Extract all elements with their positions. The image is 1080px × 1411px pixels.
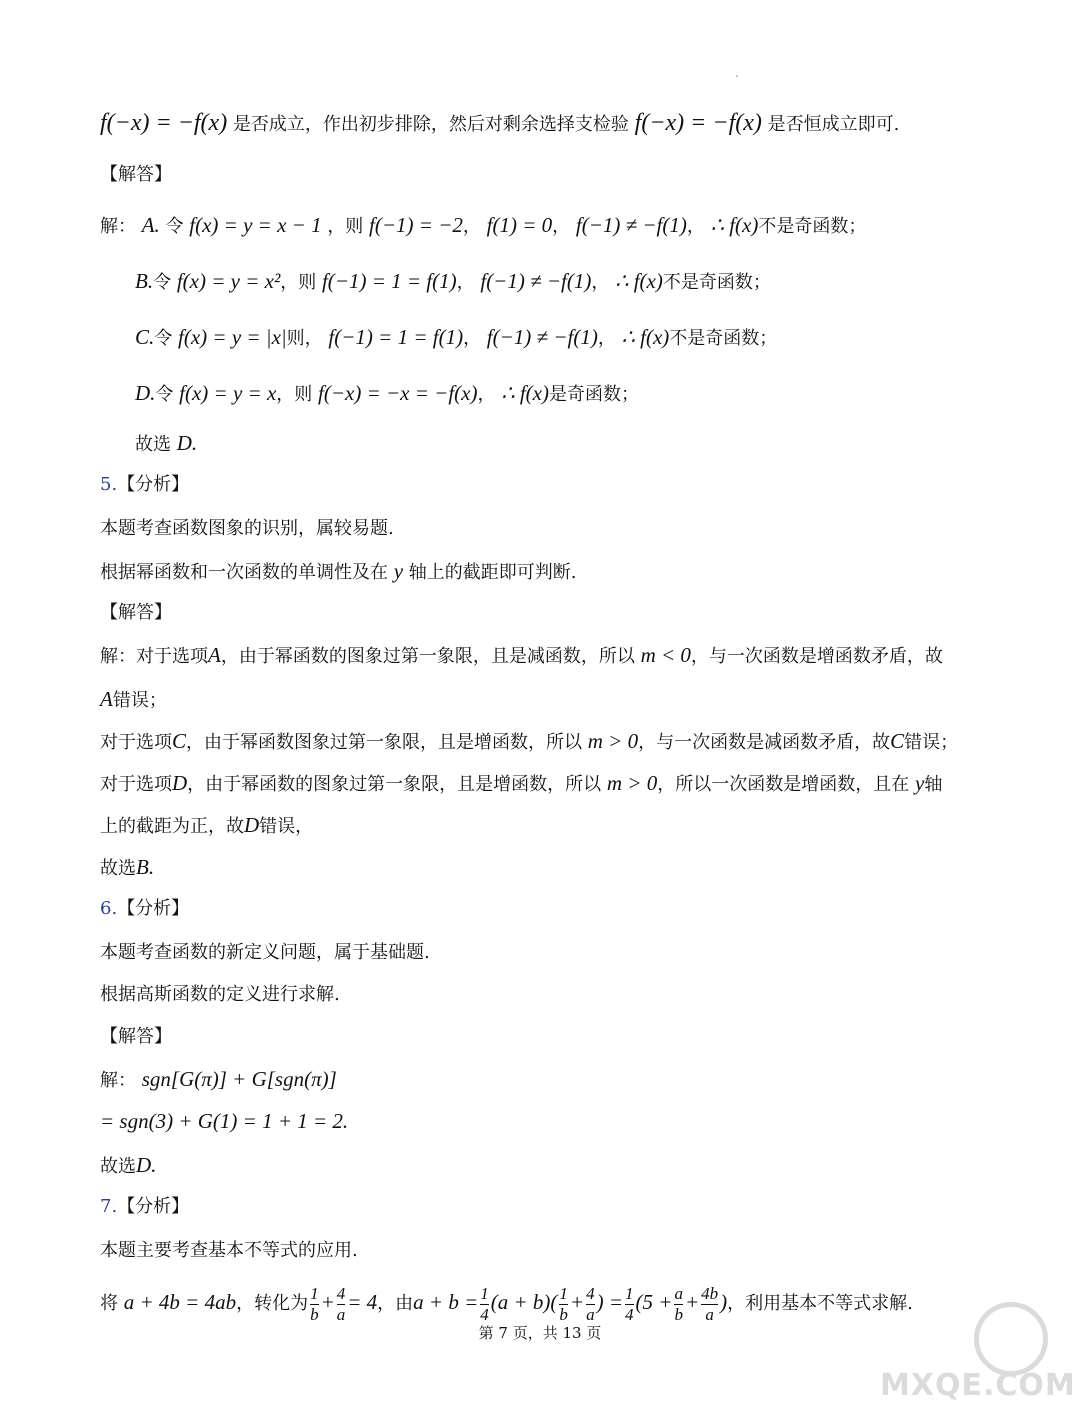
- text: 则，: [286, 328, 323, 349]
- numerator: 1: [310, 1283, 319, 1303]
- page-footer: 第 7 页，共 13 页: [478, 1324, 602, 1342]
- text: ，由: [377, 1293, 414, 1314]
- math-expression: f(−1) = 1 = f(1): [321, 269, 457, 293]
- math-expression: sgn[G(π)] + G[sgn(π)]: [141, 1067, 337, 1091]
- numerator: 1: [559, 1283, 568, 1303]
- q6-l2: [100, 1106, 348, 1138]
- text: 错误，: [259, 816, 314, 837]
- q5-l5: [100, 810, 313, 842]
- fraction: [337, 1284, 346, 1325]
- text: ，转化为: [236, 1293, 309, 1314]
- text: 对于选项: [100, 732, 172, 753]
- q5-heading: [100, 470, 189, 500]
- math-expression: f(−1) = −2: [369, 213, 463, 237]
- q4-option-a: 解： A. 令 f(x) = y = x − 1 ，则 f(−1) = −2， f(1) = 0， f(−1) ≠ −f(1)， ∴ f(x)不是奇函数；: [100, 213, 867, 237]
- math-expression: ∴ f(x): [501, 381, 549, 405]
- fraction: [310, 1284, 319, 1325]
- text: 轴: [924, 774, 943, 795]
- q6-answer-heading: 【解答】: [100, 1026, 172, 1047]
- fraction: [701, 1284, 718, 1325]
- text: 令: [165, 216, 184, 237]
- denominator: a: [336, 1304, 346, 1324]
- option-label: A: [208, 643, 221, 667]
- math-expression: (a + b)(: [490, 1290, 558, 1314]
- math-expression: f(x) = y = |x|: [178, 325, 287, 349]
- numerator: 4: [586, 1283, 595, 1303]
- denominator: b: [674, 1304, 683, 1324]
- text: 令: [155, 384, 174, 405]
- option-label: A: [100, 687, 113, 711]
- fraction: [480, 1284, 489, 1325]
- text: ，由于幂函数的图象过第一象限，且是增函数，所以: [187, 774, 602, 795]
- numerator: 1: [625, 1283, 634, 1303]
- question-number: 6.: [100, 898, 118, 919]
- option-label: D.: [135, 381, 156, 405]
- math-expression: m < 0: [640, 643, 691, 667]
- math-expression: f(−1) = 1 = f(1): [328, 325, 464, 349]
- text: ，则: [327, 216, 364, 237]
- denominator: b: [310, 1304, 319, 1324]
- text: ，由于幂函数图象过第一象限，且是增函数，所以: [186, 732, 583, 753]
- text: 令: [153, 272, 172, 293]
- text: ，则: [276, 384, 313, 405]
- denominator: 4: [480, 1304, 489, 1324]
- option-label: D: [172, 771, 188, 795]
- option-label: C: [890, 729, 905, 753]
- q6-p1: 本题考查函数的新定义问题，属于基础题.: [100, 942, 430, 963]
- section-label: 【分析】: [117, 474, 190, 495]
- q6-heading: [100, 894, 189, 924]
- math-expression: f(−1) ≠ −f(1): [575, 213, 687, 237]
- denominator: a: [586, 1304, 595, 1324]
- fraction: [674, 1284, 683, 1325]
- option-label: D: [244, 813, 260, 837]
- text: 轴上的截距即可判断.: [408, 562, 577, 583]
- math-expression: f(−x) = −f(x): [100, 110, 228, 136]
- option-label: A.: [141, 213, 160, 237]
- q4-option-c: C.令 f(x) = y = |x|则， f(−1) = 1 = f(1)， f(−1) ≠ −f(1)， ∴ f(x)不是奇函数；: [135, 325, 778, 349]
- q4-option-b: B.令 f(x) = y = x²，则 f(−1) = 1 = f(1)， f(−1) ≠ −f(1)， ∴ f(x)不是奇函数；: [135, 269, 771, 293]
- math-expression: ∴ f(x): [710, 213, 759, 237]
- text: 将: [100, 1293, 118, 1314]
- denominator: b: [559, 1304, 568, 1324]
- q5-p1: 本题考查函数图象的识别，属较易题.: [100, 518, 394, 539]
- watermark-emblem-icon: [974, 1302, 1048, 1376]
- math-expression: f(x) = y = x²: [176, 269, 281, 293]
- numerator: 4: [336, 1283, 346, 1303]
- q4-option-d: D.令 f(x) = y = x，则 f(−x) = −x = −f(x)， ∴ f(x)是奇函数；: [135, 381, 639, 405]
- text: ，与一次函数是减函数矛盾，故: [638, 732, 891, 753]
- numerator: 1: [480, 1283, 489, 1303]
- option-label: C: [172, 729, 187, 753]
- option-label: B.: [136, 855, 155, 879]
- text: 上的截距为正，故: [100, 816, 244, 837]
- math-expression: f(x) = y = x: [179, 381, 277, 405]
- text: 故选: [100, 858, 136, 879]
- intro-text: 是否恒成立即可.: [767, 114, 900, 135]
- math-expression: ) =: [596, 1290, 624, 1314]
- label: 解：: [100, 216, 136, 237]
- fraction: [586, 1284, 595, 1325]
- text: ，与一次函数是增函数矛盾，故: [690, 646, 943, 667]
- math-expression: m > 0: [587, 729, 639, 753]
- intro-text: 是否成立，作出初步排除，然后对剩余选择支检验: [232, 114, 629, 135]
- option-label: B.: [135, 269, 154, 293]
- math-expression: ∴ f(x): [615, 269, 663, 293]
- math-expression: a + 4b = 4ab: [123, 1290, 237, 1314]
- text: 对于选项: [100, 774, 172, 795]
- q5-p2: [100, 556, 577, 588]
- q6-l1: [100, 1064, 337, 1096]
- section-label: 【分析】: [117, 1196, 190, 1217]
- q5-l1: [100, 640, 943, 672]
- q4-choose: [135, 428, 197, 460]
- watermark-text: MXQE.COM: [880, 1368, 1076, 1403]
- math-expression: y: [914, 771, 925, 795]
- q5-l4: [100, 768, 942, 800]
- math-expression: ): [720, 1290, 728, 1314]
- q7-heading: [100, 1192, 189, 1222]
- denominator: a: [701, 1304, 718, 1325]
- text: ，由于幂函数的图象过第一象限，且是减函数，所以: [220, 646, 635, 667]
- math-expression: f(−1) ≠ −f(1): [486, 325, 598, 349]
- text: 解：对于选项: [100, 646, 208, 667]
- math-expression: f(−x) = −x = −f(x): [318, 381, 478, 405]
- option-label: C.: [135, 325, 155, 349]
- math-expression: ∴ f(x): [621, 325, 670, 349]
- text: 错误；: [112, 690, 167, 711]
- question-number: 7.: [100, 1196, 118, 1217]
- operator: +: [684, 1290, 700, 1314]
- math-expression: f(−x) = −f(x): [634, 110, 762, 136]
- numerator: a: [674, 1283, 683, 1303]
- q5-answer-heading: 【解答】: [100, 602, 172, 623]
- math-expression: = sgn(3) + G(1) = 1 + 1 = 2.: [100, 1109, 349, 1133]
- q5-l3: [100, 726, 958, 758]
- text: 令: [154, 328, 173, 349]
- math-expression: f(−1) ≠ −f(1): [480, 269, 592, 293]
- math-expression: f(x) = y = x − 1: [189, 213, 322, 237]
- operator: +: [320, 1290, 335, 1314]
- q7-l1: [100, 1280, 913, 1326]
- math-expression: m > 0: [606, 771, 658, 795]
- text: 根据幂函数和一次函数的单调性及在: [100, 562, 388, 583]
- text: 错误；: [904, 732, 959, 753]
- text: 故选: [135, 434, 171, 455]
- q7-p1: 本题主要考查基本不等式的应用.: [100, 1240, 358, 1261]
- text: 解：: [100, 1070, 136, 1091]
- math-expression: f(1) = 0: [486, 213, 553, 237]
- option-label: D.: [136, 1153, 157, 1177]
- watermark-logo: [876, 1300, 1076, 1410]
- text: 不是奇函数；: [669, 328, 778, 349]
- section-label: 【分析】: [117, 898, 190, 919]
- text: 故选: [100, 1156, 136, 1177]
- text: ，则: [280, 272, 317, 293]
- stray-dot: .: [735, 66, 739, 80]
- option-label: D.: [176, 431, 198, 455]
- math-expression: = 4: [347, 1290, 378, 1314]
- operator: +: [569, 1290, 585, 1314]
- numerator: 4b: [701, 1283, 719, 1303]
- text: 不是奇函数；: [758, 216, 867, 237]
- text: ，利用基本不等式求解.: [727, 1293, 913, 1314]
- math-expression: y: [393, 559, 404, 583]
- q6-p2: 根据高斯函数的定义进行求解.: [100, 984, 340, 1005]
- text: 不是奇函数；: [662, 272, 771, 293]
- q6-choose: [100, 1150, 156, 1182]
- math-expression: a + b =: [413, 1290, 479, 1314]
- math-expression: (5 +: [635, 1290, 673, 1314]
- intro-line: [100, 108, 899, 140]
- text: 是奇函数；: [548, 384, 639, 405]
- question-number: 5.: [100, 474, 118, 495]
- q5-l2: [100, 684, 167, 716]
- fraction: [625, 1284, 634, 1325]
- q5-choose: [100, 852, 154, 884]
- q4-answer-heading: 【解答】: [100, 164, 172, 185]
- fraction: [559, 1284, 568, 1325]
- text: ，所以一次函数是增函数，且在: [657, 774, 910, 795]
- denominator: 4: [625, 1304, 634, 1324]
